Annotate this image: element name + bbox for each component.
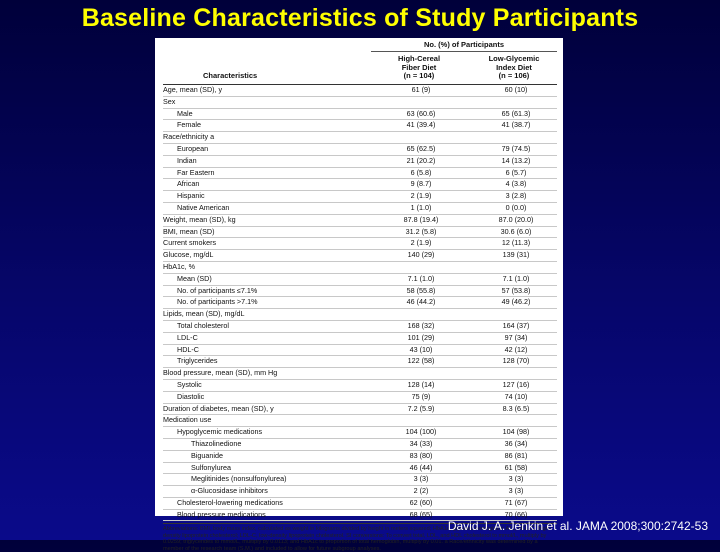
cell-low-glycemic-index: 0 (0.0)	[505, 202, 527, 212]
cell-high-cereal-fiber: 140 (29)	[407, 250, 435, 260]
cell-high-cereal-fiber: 128 (14)	[407, 379, 435, 389]
table-row	[163, 439, 557, 451]
row-label: Cholesterol-lowering medications	[177, 497, 283, 507]
table-row	[163, 262, 557, 274]
row-label: Meglitinides (nonsulfonylurea)	[191, 474, 287, 484]
row-label: Sex	[163, 96, 176, 106]
cell-low-glycemic-index: 8.3 (6.5)	[502, 403, 530, 413]
row-label: Age, mean (SD), y	[163, 85, 223, 94]
cell-high-cereal-fiber: 31.2 (5.8)	[405, 226, 437, 236]
table-row	[163, 451, 557, 463]
cell-low-glycemic-index: 79 (74.5)	[501, 143, 531, 153]
row-label: Triglycerides	[177, 356, 218, 366]
row-label: Thiazolinedione	[191, 438, 242, 448]
row-label: Blood pressure, mean (SD), mm Hg	[163, 368, 278, 378]
table-row	[163, 274, 557, 286]
cell-low-glycemic-index: 36 (34)	[504, 438, 528, 448]
cell-low-glycemic-index: 104 (98)	[502, 427, 530, 437]
cell-low-glycemic-index: 60 (10)	[504, 85, 528, 94]
row-label: Medication use	[163, 415, 212, 425]
cell-low-glycemic-index: 164 (37)	[502, 320, 530, 330]
row-label: HDL-C	[177, 344, 199, 354]
row-label: Sulfonylurea	[191, 462, 231, 472]
cell-low-glycemic-index: 127 (16)	[502, 379, 530, 389]
row-label: Male	[177, 108, 193, 118]
row-label: LDL-C	[177, 332, 198, 342]
row-label: Race/ethnicity a	[163, 132, 215, 142]
cell-low-glycemic-index: 12 (11.3)	[501, 238, 531, 248]
row-label: Mean (SD)	[177, 273, 212, 283]
cell-high-cereal-fiber: 68 (65)	[409, 509, 433, 519]
table-row	[163, 109, 557, 121]
row-label: Weight, mean (SD), kg	[163, 214, 236, 224]
table-row	[163, 168, 557, 180]
row-label: Far Eastern	[177, 167, 215, 177]
table-row	[163, 321, 557, 333]
cell-high-cereal-fiber: 63 (60.6)	[406, 108, 436, 118]
cell-low-glycemic-index: 14 (13.2)	[501, 155, 531, 165]
cell-low-glycemic-index: 70 (66)	[504, 509, 528, 519]
characteristics-table	[155, 38, 563, 552]
table-row	[163, 179, 557, 191]
table-row	[163, 463, 557, 475]
cell-low-glycemic-index: 86 (81)	[504, 450, 528, 460]
row-label: European	[177, 143, 209, 153]
cell-low-glycemic-index: 3 (3)	[508, 474, 524, 484]
cell-high-cereal-fiber: 104 (100)	[405, 427, 437, 437]
row-label: Biguanide	[191, 450, 223, 460]
table-row	[163, 474, 557, 486]
row-label: Lipids, mean (SD), mg/dL	[163, 309, 245, 319]
row-label: Native American	[177, 202, 230, 212]
cell-high-cereal-fiber: 7.1 (1.0)	[407, 273, 435, 283]
column-header-high-cereal-fiber: High-Cereal Fiber Diet (n = 104)	[397, 54, 441, 80]
cell-low-glycemic-index: 3 (3)	[508, 486, 524, 496]
cell-high-cereal-fiber: 3 (3)	[413, 474, 429, 484]
cell-low-glycemic-index: 139 (31)	[502, 250, 530, 260]
row-label: HbA1c, %	[163, 261, 195, 271]
cell-low-glycemic-index: 3 (2.8)	[505, 191, 527, 201]
table-row	[163, 132, 557, 144]
cell-high-cereal-fiber: 9 (8.7)	[410, 179, 432, 189]
cell-low-glycemic-index: 128 (70)	[502, 356, 530, 366]
table-row	[163, 356, 557, 368]
row-label: No. of participants ≤7.1%	[177, 285, 258, 295]
table-row	[163, 309, 557, 321]
cell-low-glycemic-index: 97 (34)	[504, 332, 528, 342]
cell-low-glycemic-index: 65 (61.3)	[501, 108, 531, 118]
table-row	[163, 250, 557, 262]
row-label: Blood pressure medications	[177, 509, 266, 519]
table-row	[163, 120, 557, 132]
table-row	[163, 404, 557, 416]
cell-high-cereal-fiber: 43 (10)	[409, 344, 433, 354]
cell-low-glycemic-index: 4 (3.8)	[505, 179, 527, 189]
row-label: α-Glucosidase inhibitors	[191, 486, 268, 496]
cell-low-glycemic-index: 71 (67)	[504, 497, 528, 507]
cell-low-glycemic-index: 41 (38.7)	[501, 120, 531, 130]
table-body	[163, 85, 557, 521]
table-row	[163, 215, 557, 227]
slide-title: Baseline Characteristics of Study Participants	[81, 4, 639, 32]
table-row	[163, 415, 557, 427]
cell-high-cereal-fiber: 75 (9)	[411, 391, 431, 401]
table-row	[163, 227, 557, 239]
row-label: African	[177, 179, 200, 189]
cell-low-glycemic-index: 30.6 (6.0)	[500, 226, 532, 236]
cell-low-glycemic-index: 74 (10)	[504, 391, 528, 401]
cell-high-cereal-fiber: 168 (32)	[407, 320, 435, 330]
cell-high-cereal-fiber: 21 (20.2)	[406, 155, 436, 165]
characteristics-header: Characteristics	[203, 71, 258, 80]
table-row	[163, 191, 557, 203]
cell-low-glycemic-index: 57 (53.8)	[501, 285, 531, 295]
cell-high-cereal-fiber: 87.8 (19.4)	[403, 214, 439, 224]
group-header: No. (%) of Participants	[371, 40, 557, 52]
cell-high-cereal-fiber: 6 (5.8)	[410, 167, 432, 177]
column-header-low-glycemic-index: Low-Glycemic Index Diet (n = 106)	[488, 54, 540, 80]
table-header	[163, 38, 557, 85]
cell-high-cereal-fiber: 46 (44.2)	[406, 297, 436, 307]
table-row	[163, 427, 557, 439]
table-footnote: Abbreviations: BMI, body mass index, calculated as weight in kilograms divided by height in meters squared; HbA1c, glycated hemoglobin A1c; HDL-C, high-density lipoprotein cholesterol; LDL-C, low-density lipoprotein cholesterol. SI conversions: To convert total, LDL, and HDL cholesterol to mmol/L, multiply by 0.0259; triglycerides to mmol/L, multiply by 0.0113; and HbA1c to proportion of total hemoglobin, multiply by 0.01. a Race/ethnicity was determined by a member of the research team (S.M.) and included to allow for future subgroup analyses.	[163, 523, 557, 552]
row-label: Hispanic	[177, 191, 205, 201]
table-row	[163, 144, 557, 156]
table-row	[163, 380, 557, 392]
cell-low-glycemic-index: 42 (12)	[504, 344, 528, 354]
cell-high-cereal-fiber: 122 (58)	[407, 356, 435, 366]
cell-high-cereal-fiber: 58 (55.8)	[406, 285, 436, 295]
cell-high-cereal-fiber: 41 (39.4)	[406, 120, 436, 130]
row-label: BMI, mean (SD)	[163, 226, 215, 236]
cell-low-glycemic-index: 6 (5.7)	[505, 167, 527, 177]
table-row	[163, 392, 557, 404]
table-row	[163, 286, 557, 298]
cell-low-glycemic-index: 61 (58)	[504, 462, 528, 472]
row-label: No. of participants >7.1%	[177, 297, 258, 307]
row-label: Female	[177, 120, 201, 130]
cell-low-glycemic-index: 7.1 (1.0)	[502, 273, 530, 283]
cell-high-cereal-fiber: 61 (9)	[411, 85, 431, 94]
cell-high-cereal-fiber: 1 (1.0)	[410, 202, 432, 212]
cell-high-cereal-fiber: 62 (60)	[409, 497, 433, 507]
cell-high-cereal-fiber: 7.2 (5.9)	[407, 403, 435, 413]
table-row	[163, 333, 557, 345]
row-label: Diastolic	[177, 391, 205, 401]
cell-high-cereal-fiber: 101 (29)	[407, 332, 435, 342]
table-row	[163, 368, 557, 380]
citation: David J. A. Jenkin et al. JAMA 2008;300:2742-53	[447, 519, 708, 533]
table-row	[163, 297, 557, 309]
table-row	[163, 156, 557, 168]
row-label: Duration of diabetes, mean (SD), y	[163, 403, 274, 413]
row-label: Systolic	[177, 379, 202, 389]
table-row	[163, 486, 557, 498]
cell-low-glycemic-index: 87.0 (20.0)	[498, 214, 534, 224]
cell-high-cereal-fiber: 46 (44)	[409, 462, 433, 472]
table-row	[163, 85, 557, 97]
row-label: Hypoglycemic medications	[177, 427, 263, 437]
table-row	[163, 97, 557, 109]
cell-low-glycemic-index: 49 (46.2)	[501, 297, 531, 307]
table-row	[163, 238, 557, 250]
table-row	[163, 498, 557, 510]
cell-high-cereal-fiber: 2 (2)	[413, 486, 429, 496]
table-row	[163, 203, 557, 215]
cell-high-cereal-fiber: 83 (80)	[409, 450, 433, 460]
cell-high-cereal-fiber: 34 (33)	[409, 438, 433, 448]
row-label: Indian	[177, 155, 197, 165]
row-label: Glucose, mg/dL	[163, 250, 214, 260]
row-label: Current smokers	[163, 238, 217, 248]
row-label: Total cholesterol	[177, 320, 229, 330]
table-row	[163, 345, 557, 357]
cell-high-cereal-fiber: 65 (62.5)	[406, 143, 436, 153]
cell-high-cereal-fiber: 2 (1.9)	[410, 191, 432, 201]
cell-high-cereal-fiber: 2 (1.9)	[410, 238, 432, 248]
